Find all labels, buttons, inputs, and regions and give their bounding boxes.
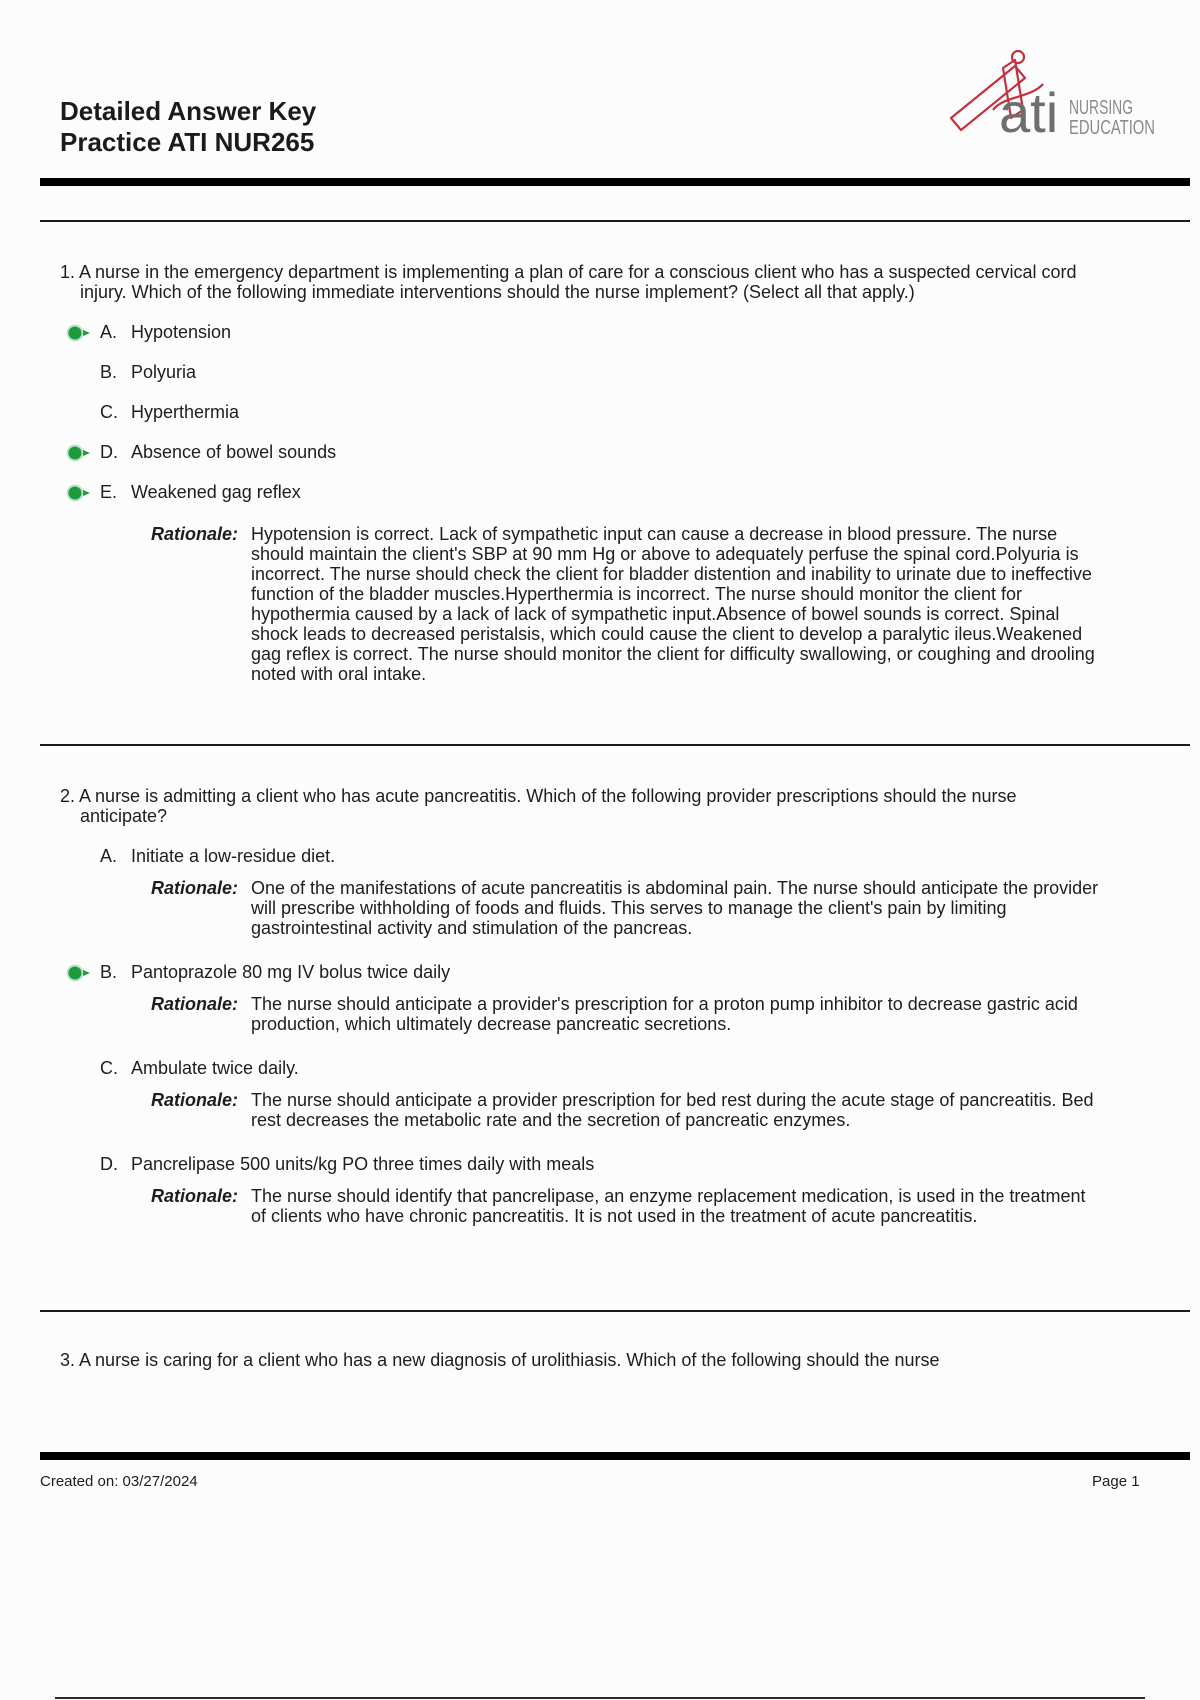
ati-nursing-education-logo bbox=[945, 40, 1160, 145]
section-divider bbox=[40, 744, 1190, 746]
question-2 bbox=[60, 786, 1100, 1240]
correct-answer-marker-icon bbox=[66, 324, 92, 342]
question-text: 2. A nurse is admitting a client who has acute pancreatitis. Which of the following provider prescriptions should the nurse anticipate? bbox=[60, 786, 1017, 826]
rationale-label: Rationale: bbox=[151, 994, 239, 1014]
section-divider bbox=[40, 1310, 1190, 1312]
rationale bbox=[60, 1186, 1100, 1226]
option-1a[interactable]: A. Hypotension bbox=[60, 312, 1100, 352]
option-1e[interactable]: E. Weakened gag reflex bbox=[60, 472, 1100, 512]
created-date: Created on: 03/27/2024 bbox=[40, 1473, 198, 1490]
title-line-1: Detailed Answer Key bbox=[60, 96, 317, 126]
question-text: 3. A nurse is caring for a client who has a new diagnosis of urolithiasis. Which of the following should the nurse bbox=[60, 1350, 940, 1370]
rationale bbox=[60, 524, 1100, 684]
rationale-label: Rationale: bbox=[151, 1090, 239, 1110]
rationale-label: Rationale: bbox=[151, 878, 239, 898]
correct-answer-marker-icon bbox=[66, 964, 92, 982]
rationale-text: One of the manifestations of acute pancreatitis is abdominal pain. The nurse should anticipate the provider will prescribe withholding of foods and fluids. This serves to manage the client's pain by limiting gastrointestinal activity and stimulation of the pancreas. bbox=[251, 878, 1099, 938]
option-1c[interactable]: C. Hyperthermia bbox=[100, 402, 240, 422]
option-2a[interactable]: A. Initiate a low-residue diet. bbox=[100, 846, 336, 866]
rationale bbox=[60, 1090, 1100, 1130]
rationale-text: The nurse should anticipate a provider's prescription for a proton pump inhibitor to decrease gastric acid production, which ultimately decrease pancreatic secretions. bbox=[251, 994, 1078, 1034]
document-title bbox=[60, 96, 316, 158]
option-1b[interactable]: B. Polyuria bbox=[100, 362, 197, 382]
logo-education-text: EDUCATION bbox=[1069, 117, 1155, 139]
rationale bbox=[60, 994, 1100, 1034]
section-divider bbox=[40, 220, 1190, 222]
rationale bbox=[60, 878, 1100, 938]
page-bottom-edge bbox=[55, 1697, 1145, 1699]
correct-answer-marker-icon bbox=[66, 444, 92, 462]
option-2c[interactable]: C. Ambulate twice daily. bbox=[100, 1058, 299, 1078]
rationale-label: Rationale: bbox=[151, 1186, 239, 1206]
option-2d[interactable]: D. Pancrelipase 500 units/kg PO three times daily with meals bbox=[100, 1154, 595, 1174]
rationale-text: The nurse should identify that pancrelipase, an enzyme replacement medication, is used in the treatment of clients who have chronic pancreatitis. It is not used in the treatment of acute pancreatitis. bbox=[251, 1186, 1086, 1226]
correct-answer-marker-icon bbox=[66, 484, 92, 502]
footer-rule bbox=[40, 1452, 1190, 1460]
question-3 bbox=[60, 1350, 1100, 1370]
rationale-text: Hypotension is correct. Lack of sympathetic input can cause a decrease in blood pressure. The nurse should maintain the client's SBP at 90 mm Hg or above to adequately perfuse the spinal cord.Polyuria is incorrect. The nurse should check the client for bladder distention and inability to urinate due to ineffective function of the bladder muscles.Hyperthermia is incorrect. The nurse should monitor the client for hypothermia caused by a lack of lack of sympathetic input.Absence of bowel sounds is correct. Spinal shock leads to decreased peristalsis, which could cause the client to develop a paralytic ileus.Weakened gag reflex is correct. The nurse should monitor the client for difficulty swallowing, or coughing and drooling noted with oral intake. bbox=[251, 524, 1095, 684]
header-rule bbox=[40, 178, 1190, 186]
rationale-text: The nurse should anticipate a provider prescription for bed rest during the acute stage of pancreatitis. Bed rest decreases the metabolic rate and the secretion of pancreatic enzymes. bbox=[251, 1090, 1094, 1130]
option-1d[interactable]: D. Absence of bowel sounds bbox=[60, 432, 1100, 472]
logo-nursing-text: NURSING bbox=[1069, 97, 1133, 119]
question-1 bbox=[60, 262, 1100, 698]
question-text: 1. A nurse in the emergency department is implementing a plan of care for a conscious client who has a suspected cervical cord injury. Which of the following immediate interventions should the nurse implement? (Select all that apply.) bbox=[60, 262, 1077, 302]
page-number: Page 1 bbox=[1092, 1473, 1140, 1490]
logo-ati-text: ati bbox=[999, 81, 1059, 144]
option-2b[interactable]: B. Pantoprazole 80 mg IV bolus twice daily bbox=[60, 952, 1100, 992]
title-line-2: Practice ATI NUR265 bbox=[60, 127, 315, 157]
rationale-label: Rationale: bbox=[151, 524, 239, 544]
